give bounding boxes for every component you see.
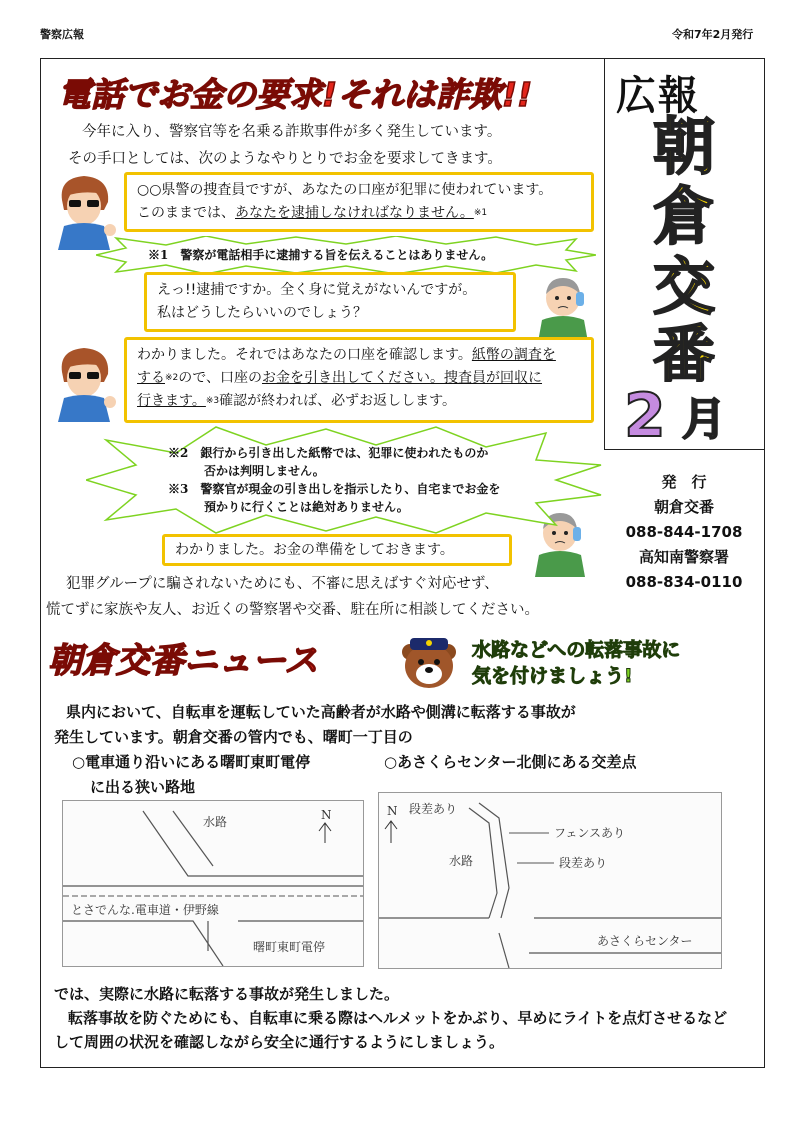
publisher-station: 高知南警察署 [638, 548, 729, 566]
news-after-2: 転落事故を防ぐためにも、自転車に乗る際はヘルメットをかぶり、早めにライトを点灯させるなどして周囲の状況を確認しながら安全に通行するようにしましょう。 [54, 1009, 728, 1051]
victim-avatar-icon [528, 272, 598, 342]
bubble3-n3: ※3 [205, 396, 220, 406]
bubble3-line3 [137, 390, 581, 413]
month-svg [612, 380, 752, 446]
bubble3-n2: ※2 [165, 373, 179, 383]
bubble3-line1 [137, 344, 581, 367]
bubble1-underlined: あなたを逮捕しなければなりません。 [235, 205, 474, 221]
bubble3-p3: 確認が終われば、必ずお返しします。 [219, 393, 457, 409]
banner-svg [52, 68, 592, 118]
bubble2-line2: 私はどうしたらいいのでしょう？ [157, 305, 367, 321]
note-3-line2: 預かりに行くことは絶対ありません。 [168, 500, 409, 514]
intro-line-1: 今年に入り、警察官等を名乗る詐欺事件が多く発生しています。 [82, 124, 502, 140]
publisher-label: 発 行 [661, 473, 707, 491]
map1-label-north: N [321, 808, 332, 822]
intro-line-2: その手口としては、次のようなやりとりでお金を要求してきます。 [68, 151, 502, 167]
bubble3-u1: 紙幣の調査を [471, 347, 556, 363]
map1-label-tram: とさでんな.電車道・伊野線 [71, 903, 219, 917]
news-subtitle [468, 634, 768, 690]
bubble3-p1: わかりました。それではあなたの口座を確認します。 [137, 347, 472, 363]
publisher-tel-1: 088-844-1708 [625, 523, 743, 541]
fraud-banner [52, 68, 592, 118]
month-suffix: 月 [682, 394, 726, 445]
news-title: 朝倉交番ニュース [48, 641, 319, 681]
map2-label-center: あさくらセンター [597, 934, 693, 948]
map2-label-step-1: 段差あり [409, 802, 458, 816]
suspect-avatar-icon-2 [44, 342, 124, 422]
note-2-line2: 否かは判明しません。 [168, 464, 325, 478]
speech-bubble-2 [144, 272, 516, 332]
map2-label-north: N [387, 804, 398, 818]
bubble1-note: ※1 [473, 208, 488, 218]
news-subtitle-2: 気を付けましょう! [472, 665, 633, 687]
header-right: 令和7年2月発行 [672, 28, 754, 41]
notes-2-3 [168, 444, 500, 516]
sidebar-label: 広報 [616, 73, 700, 119]
bubble3-p2: ので、口座の [178, 370, 263, 386]
map2-label-step-2: 段差あり [559, 856, 608, 870]
news-after-1: では、実際に水路に転落する事故が発生しました。 [54, 985, 400, 1003]
sidebar-char-3: 交 [652, 250, 716, 323]
speech-bubble-3 [124, 337, 594, 423]
month-number: 2 [624, 381, 666, 446]
map1-label-stop: 曙町東町電停 [253, 940, 326, 954]
bubble3-u4: 行きます。 [137, 393, 206, 409]
bubble3-line2 [137, 367, 581, 390]
bubble3-u3: お金を引き出してください。捜査員が回収に [262, 370, 543, 386]
sidebar-char-4: 番 [652, 318, 716, 382]
speech-bubble-4 [162, 534, 512, 566]
publisher-block [606, 470, 762, 595]
bubble3-u2: する [137, 370, 165, 386]
banner-title: 電話でお金の要求!それは詐欺!! [58, 75, 533, 114]
speech-bubble-1 [124, 172, 594, 232]
police-mascot-icon [398, 630, 460, 692]
bubble2-line1: えっ!!逮捕ですか。全く身に覚えがないんですが。 [157, 282, 477, 298]
map-2 [378, 792, 722, 969]
map-1 [62, 800, 364, 967]
sidebar-char-1: 朝 [652, 112, 716, 183]
place-1a: ○電車通り沿いにある曙町東町電停 [72, 753, 311, 771]
bubble4-text: わかりました。お金の準備をしておきます。 [175, 542, 454, 558]
closing-line-2: 慌てずに家族や友人、お近くの警察署や交番、駐在所に相談してください。 [46, 602, 539, 618]
map2-label-fence: フェンスあり [554, 826, 626, 840]
news-banner [44, 632, 404, 684]
note-2-line1: ※2 銀行から引き出した紙幣では、犯罪に使われたものか [168, 446, 489, 460]
place-2: ○あさくらセンター北側にある交差点 [384, 753, 637, 771]
bubble1-line2 [137, 202, 581, 225]
news-line-2: 発生しています。朝倉交番の管内でも、曙町一丁目の [54, 728, 413, 746]
sidebar-char-2: 倉 [652, 180, 716, 253]
closing-line-1: 犯罪グループに騙されないためにも、不審に思えばすぐ対応せず、 [66, 576, 499, 592]
header-left: 警察広報 [40, 28, 84, 41]
note-3-line1: ※3 警察官が現金の引き出しを指示したり、自宅までお金を [168, 482, 501, 496]
publisher-tel-2: 088-834-0110 [625, 573, 743, 591]
map2-label-waterway: 水路 [449, 854, 474, 868]
place-1b: に出る狭い路地 [90, 778, 196, 796]
map1-label-waterway: 水路 [203, 815, 228, 829]
bubble1-line1: ○○県警の捜査員ですが、あなたの口座が犯罪に使われています。 [137, 182, 553, 198]
news-subtitle-1: 水路などへの転落事故に [472, 639, 681, 661]
sidebar-title-svg [606, 112, 762, 382]
bubble1-plain: このままでは、 [137, 205, 235, 221]
publisher-name: 朝倉交番 [653, 498, 714, 516]
note-1: ※1 警察が電話相手に逮捕する旨を伝えることはありません。 [148, 248, 494, 262]
news-line-1: 県内において、自転車を運転していた高齢者が水路や側溝に転落する事故が [66, 703, 576, 721]
